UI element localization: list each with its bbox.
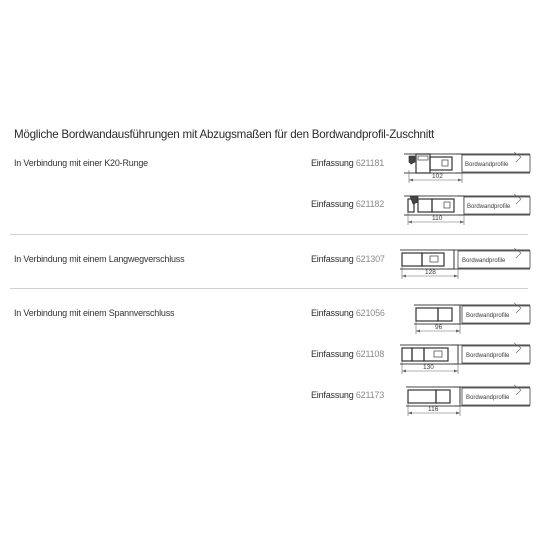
einfassung-number: 621181 [355,158,385,168]
einfassung-row [311,254,385,264]
einfassung-number: 621307 [355,254,385,264]
einfassung-row [311,199,384,209]
profile-label: Bordwandprofile [466,353,510,359]
group-label-langwegverschluss: In Verbindung mit einem Langwegverschluss [14,254,185,264]
einfassung-label: Einfassung [311,308,354,318]
section-divider [10,288,528,289]
dimension-label: 116 [428,406,439,413]
einfassung-label: Einfassung [311,390,354,400]
einfassung-number: 621182 [355,199,385,209]
profile-drawing [396,246,531,286]
profile-drawing [396,383,531,423]
einfassung-number: 621173 [355,390,385,400]
dimension-label: 128 [425,269,436,276]
einfassung-label: Einfassung [311,349,354,359]
profile-label: Bordwandprofile [466,313,510,319]
dimension-label: 130 [423,364,434,371]
einfassung-row [311,390,384,400]
page-title: Mögliche Bordwandausführungen mit Abzugsmaßen für den Bordwandprofil-Zuschnitt [14,128,435,141]
profile-drawing [396,150,531,190]
einfassung-row [311,349,384,359]
profile-label: Bordwandprofile [466,395,510,401]
dimension-label: 110 [432,215,443,222]
dimension-label: 96 [435,324,443,331]
profile-label: Bordwandprofile [465,162,509,168]
section-divider [10,234,528,235]
einfassung-row [311,158,384,168]
profile-drawing [396,341,531,381]
group-label-spannverschluss: In Verbindung mit einem Spannverschluss [14,308,175,318]
einfassung-row [311,308,385,318]
einfassung-number: 621056 [355,308,385,318]
profile-drawing [396,192,531,232]
einfassung-number: 621108 [355,349,385,359]
profile-label: Bordwandprofile [467,204,511,210]
profile-drawing [396,301,531,341]
einfassung-label: Einfassung [311,199,354,209]
profile-label: Bordwandprofile [462,258,506,264]
dimension-label: 102 [432,173,443,180]
group-label-k20-runge: In Verbindung mit einer K20-Runge [14,158,148,168]
einfassung-label: Einfassung [311,158,354,168]
einfassung-label: Einfassung [311,254,354,264]
